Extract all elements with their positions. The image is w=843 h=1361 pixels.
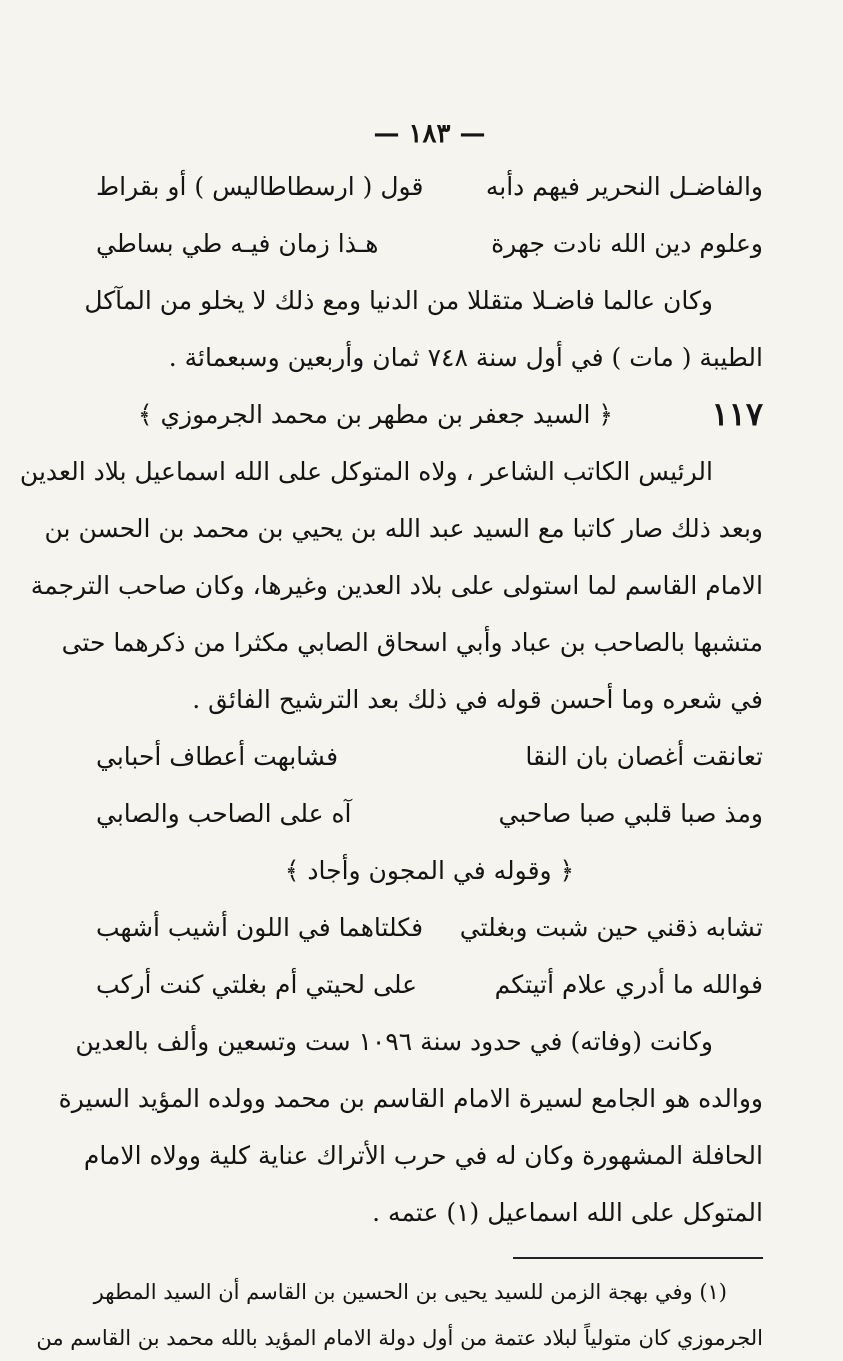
verse-line	[96, 785, 763, 842]
text-line: وكان عالما فاضـلا متقللا من الدنيا ومع ذلك لا يخلو من المآكل	[84, 286, 713, 315]
text-line: المتوكل على الله اسماعيل (١) عتمه .	[372, 1198, 763, 1227]
verse-hemistich-right: فوالله ما أدري علام أتيتكم	[494, 970, 763, 999]
text-line: وبعد ذلك صار كاتبا مع السيد عبد الله بن يحيي بن محمد بن الحسن بن	[44, 514, 763, 543]
entry-title: ﴿ السيد جعفر بن مطهر بن محمد الجرموزي ﴾	[137, 400, 613, 429]
footnote-rule	[513, 1257, 763, 1259]
text-line: في شعره وما أحسن قوله في ذلك بعد الترشيح الفائق .	[192, 685, 763, 714]
poem-2	[96, 728, 763, 842]
verse-hemistich-right: والفاضـل النحرير فيهم دأبه	[485, 172, 763, 201]
page-number: — ١٨٣ —	[373, 119, 486, 149]
verse-hemistich-right: تشابه ذقني حين شبت وبغلتي	[459, 913, 763, 942]
verse-line	[96, 728, 763, 785]
paragraph-3	[58, 1013, 763, 1241]
footnote-line: (١) وفي بهجة الزمن للسيد يحيى بن الحسين بن القاسم أن السيد المطهر	[93, 1280, 727, 1304]
poem-3	[96, 899, 763, 1013]
subheading: ﴿ وقوله في المجون وأجاد ﴾	[284, 856, 575, 885]
text-line: الطيبة ( مات ) في أول سنة ٧٤٨ ثمان وأربعين وسبعمائة .	[168, 343, 763, 372]
verse-hemistich-left: آه على الصاحب والصابي	[96, 799, 352, 828]
verse-hemistich-right: ومذ صبا قلبي صبا صاحبي	[498, 799, 763, 828]
verse-hemistich-right: وعلوم دين الله نادت جهرة	[491, 229, 763, 258]
verse-hemistich-right: تعانقت أغصان بان النقا	[525, 742, 763, 771]
verse-line	[96, 899, 763, 956]
verse-hemistich-left: هـذا زمان فيـه طي بساطي	[96, 229, 379, 258]
footnote	[36, 1269, 763, 1361]
verse-line	[96, 956, 763, 1013]
poem-1	[96, 158, 763, 272]
text-line: ووالده هو الجامع لسيرة الامام القاسم بن محمد وولده المؤيد السيرة	[58, 1084, 763, 1113]
verse-hemistich-left: فشابهت أعطاف أحبابي	[96, 742, 339, 771]
verse-line	[96, 158, 763, 215]
text-line: وكانت (وفاته) في حدود سنة ١٠٩٦ ست وتسعين وألف بالعدين	[75, 1027, 713, 1056]
paragraph-1	[84, 272, 763, 386]
verse-line	[96, 215, 763, 272]
verse-hemistich-left: على لحيتي أم بغلتي كنت أركب	[96, 970, 418, 999]
verse-hemistich-left: قول ( ارسطاطاليس ) أو بقراط	[96, 172, 424, 201]
entry-heading	[96, 386, 763, 443]
text-line: الامام القاسم لما استولى على بلاد العدين وغيرها، وكان صاحب الترجمة	[30, 571, 763, 600]
entry-number: ١١٧	[711, 395, 763, 433]
text-line: الرئيس الكاتب الشاعر ، ولاه المتوكل على الله اسماعيل بلاد العدين	[19, 457, 713, 486]
verse-hemistich-left: فكلتاهما في اللون أشيب أشهب	[96, 913, 424, 942]
text-line: الحافلة المشهورة وكان له في حرب الأتراك عناية كلية وولاه الامام	[83, 1141, 763, 1170]
text-line: متشبها بالصاحب بن عباد وأبي اسحاق الصابي مكثرا من ذكرهما حتى	[61, 628, 763, 657]
footnote-line: الجرموزي كان متولياً لبلاد عتمة من أول دولة الامام المؤيد بالله محمد بن القاسم من	[36, 1326, 763, 1350]
paragraph-2	[19, 443, 763, 728]
